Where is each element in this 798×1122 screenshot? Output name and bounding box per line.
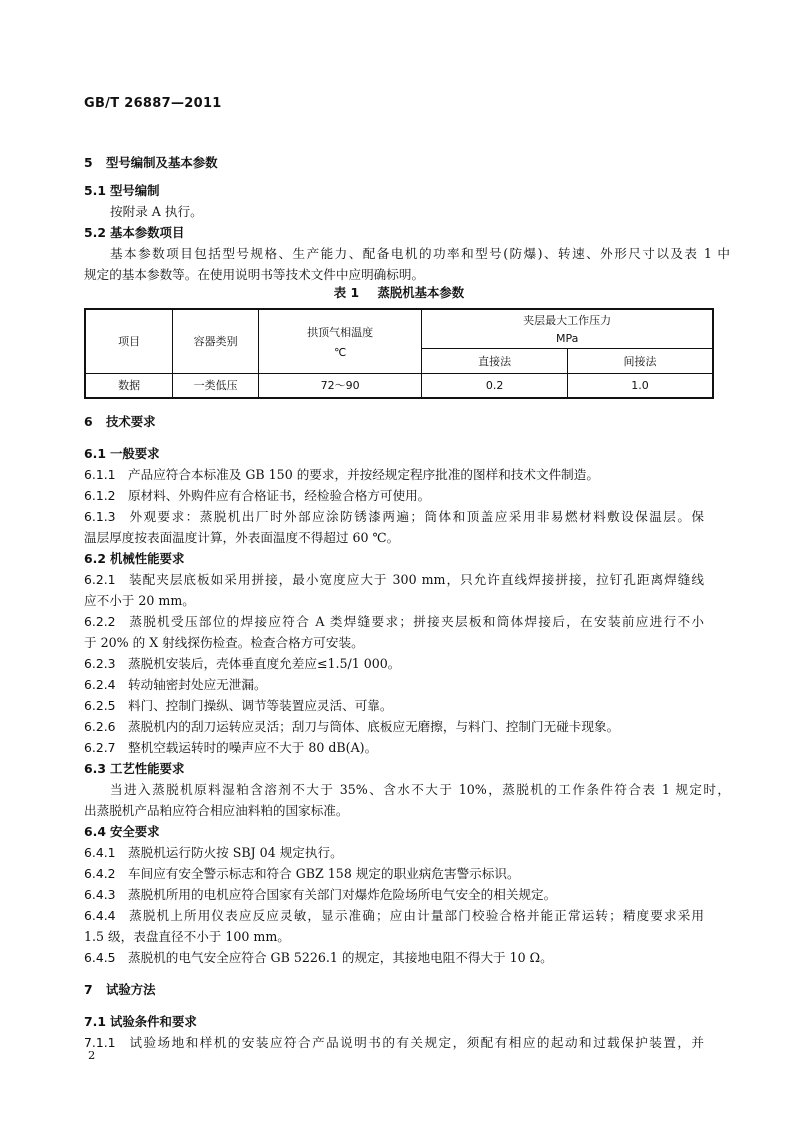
text-line (84, 905, 704, 926)
text-line (84, 863, 704, 884)
clause-text: 安全要求 (110, 824, 160, 839)
clause-number: 6.2 (84, 551, 106, 566)
section-heading (84, 758, 704, 779)
clause-text: 蒸脱机的电气安全应符合 GB 5226.1 的规定，其接地电阻不得大于 10 Ω。 (128, 950, 553, 965)
clause-number: 6.2.4 (84, 677, 116, 692)
header-category: 容器类别 (173, 309, 259, 373)
clause-number: 6.4.1 (84, 845, 116, 860)
clause-number: 6.1 (84, 446, 106, 461)
clause-text: 产品应符合本标准及 GB 150 的要求，并按经规定程序批准的图样和技术文件制造。 (128, 467, 599, 482)
clause-number: 6.2.6 (84, 719, 116, 734)
clause-text: 出蒸脱机产品粕应符合相应油料粕的国家标准。 (84, 803, 349, 818)
clause-text: 机械性能要求 (110, 551, 185, 566)
clause-number: 6.2.3 (84, 656, 116, 671)
text-line (84, 201, 730, 222)
clause-text: 基本参数项目包括型号规格、生产能力、配备电机的功率和型号(防爆)、转速、外形尺寸以及表 1 中 (110, 246, 730, 261)
clause-number: 6.3 (84, 761, 106, 776)
header-indirect-method: 间接法 (567, 348, 713, 373)
clause-text: 试验场地和样机的安装应符合产品说明书的有关规定，须配有相应的起动和过载保护装置，并 (128, 1035, 704, 1050)
clause-text: 试验条件和要求 (110, 1014, 197, 1029)
clause-text: 蒸脱机内的刮刀运转应灵活；刮刀与筒体、底板应无磨擦，与料门、控制门无碰卡现象。 (128, 719, 620, 734)
clause-text: 1.5 级，表盘直径不小于 100 mm。 (84, 929, 290, 944)
clause-text: 转动轴密封处应无泄漏。 (128, 677, 267, 692)
clause-text: 外观要求：蒸脱机出厂时外部应涂防锈漆两遍；筒体和顶盖应采用非易燃材料敷设保温层。保 (128, 509, 704, 524)
clause-text: 蒸脱机上所用仪表应反应灵敏，显示准确；应由计量部门校验合格并能正常运转；精度要求采用 (128, 908, 704, 923)
table-caption-number: 表 1 (333, 285, 360, 300)
table-caption (84, 283, 714, 301)
text-line (84, 590, 704, 611)
text-line (84, 485, 704, 506)
clause-number: 6.4 (84, 824, 106, 839)
clause-text: 工艺性能要求 (110, 761, 185, 776)
header-direct-method: 直接法 (422, 348, 568, 373)
cell-direct-pressure: 0.2 (422, 373, 568, 398)
clause-text: 料门、控制门操纵、调节等装置应灵活、可靠。 (128, 698, 393, 713)
clause-text: 原材料、外购件应有合格证书，经检验合格方可使用。 (128, 488, 431, 503)
clause-number: 6.2.1 (84, 572, 116, 587)
header-item: 项目 (85, 309, 173, 373)
clause-number: 6.4.2 (84, 866, 116, 881)
clause-text: 车间应有安全警示标志和符合 GBZ 158 规定的职业病危害警示标识。 (128, 866, 520, 881)
clause-text: 型号编制 (110, 183, 160, 198)
clause-number: 6.2.2 (84, 614, 116, 629)
header-pressure: 夹层最大工作压力 MPa (422, 309, 713, 348)
text-line (84, 716, 704, 737)
text-line (84, 1032, 704, 1053)
text-line (84, 611, 704, 632)
clause-text: 温层厚度按表面温度计算，外表面温度不得超过 60 ℃。 (84, 530, 400, 545)
text-line (84, 842, 704, 863)
clause-number: 5 (84, 155, 93, 170)
page-number: 2 (88, 1048, 96, 1062)
cell-indirect-pressure: 1.0 (567, 373, 713, 398)
text-line (84, 737, 704, 758)
section-heading (84, 548, 704, 569)
clause-number: 7.1.1 (84, 1035, 116, 1050)
clause-text: 蒸脱机运行防火按 SBJ 04 规定执行。 (128, 845, 343, 860)
text-line (84, 569, 704, 590)
text-line (84, 926, 704, 947)
clause-number: 7.1 (84, 1014, 106, 1029)
clause-text: 整机空载运转时的噪声应不大于 80 dB(A)。 (128, 740, 378, 755)
clause-number: 6.4.3 (84, 887, 116, 902)
clause-number: 6.1.3 (84, 509, 116, 524)
clause-number: 5.2 (84, 225, 106, 240)
cell-temperature: 72～90 (258, 373, 421, 398)
clause-number: 5.1 (84, 183, 106, 198)
clause-number: 6.4.4 (84, 908, 116, 923)
clause-text: 蒸脱机安装后，壳体垂直度允差应≤1.5/1 000。 (128, 656, 401, 671)
clause-number: 6 (84, 414, 93, 429)
section-heading (84, 411, 704, 432)
cell-row-label: 数据 (85, 373, 173, 398)
text-line (84, 695, 704, 716)
text-line (84, 653, 704, 674)
clause-number: 6.1.2 (84, 488, 116, 503)
section-heading (84, 443, 704, 464)
text-line (84, 632, 704, 653)
clause-text: 按附录 A 执行。 (110, 204, 203, 219)
clause-text: 应不小于 20 mm。 (84, 593, 195, 608)
clause-text: 试验方法 (106, 982, 156, 997)
clause-text: 蒸脱机所用的电机应符合国家有关部门对爆炸危险场所电气安全的相关规定。 (128, 887, 557, 902)
text-line (84, 800, 704, 821)
text-line (84, 464, 704, 485)
text-line (84, 264, 704, 285)
clause-number: 6.4.5 (84, 950, 116, 965)
clause-number: 6.1.1 (84, 467, 116, 482)
clause-text: 规定的基本参数等。在使用说明书等技术文件中应明确标明。 (84, 267, 425, 282)
text-line (84, 527, 704, 548)
text-line (84, 243, 730, 264)
section-heading (84, 152, 704, 173)
text-line (84, 506, 704, 527)
clause-text: 蒸脱机受压部位的焊接应符合 A 类焊缝要求；拼接夹层板和筒体焊接后，在安装前应进行不小 (128, 614, 704, 629)
clause-number: 6.2.5 (84, 698, 116, 713)
basic-parameters-table (84, 308, 714, 399)
clause-text: 当进入蒸脱机原料湿粕含溶剂不大于 35%、含水不大于 10%，蒸脱机的工作条件符合表 1 规定时， (110, 782, 730, 797)
table-caption-title: 蒸脱机基本参数 (377, 285, 465, 300)
section-heading (84, 821, 704, 842)
cell-category: 一类低压 (173, 373, 259, 398)
text-line (84, 674, 704, 695)
clause-text: 一般要求 (110, 446, 160, 461)
clause-text: 于 20% 的 X 射线探伤检查。检查合格方可安装。 (84, 635, 364, 650)
clause-number: 7 (84, 982, 93, 997)
clause-text: 型号编制及基本参数 (106, 155, 218, 170)
text-line (84, 884, 704, 905)
clause-text: 基本参数项目 (110, 225, 185, 240)
section-heading (84, 979, 704, 1000)
standard-code: GB/T 26887—2011 (84, 96, 222, 111)
clause-text: 技术要求 (106, 414, 156, 429)
header-temperature: 拱顶气相温度 ℃ (258, 309, 421, 373)
section-heading (84, 1011, 704, 1032)
text-line (84, 779, 730, 800)
clause-text: 装配夹层底板如采用拼接，最小宽度应大于 300 mm，只允许直线焊接拼接，拉钉孔距离焊缝线 (128, 572, 704, 587)
clause-number: 6.2.7 (84, 740, 116, 755)
section-heading (84, 222, 704, 243)
section-heading (84, 180, 704, 201)
text-line (84, 947, 704, 968)
